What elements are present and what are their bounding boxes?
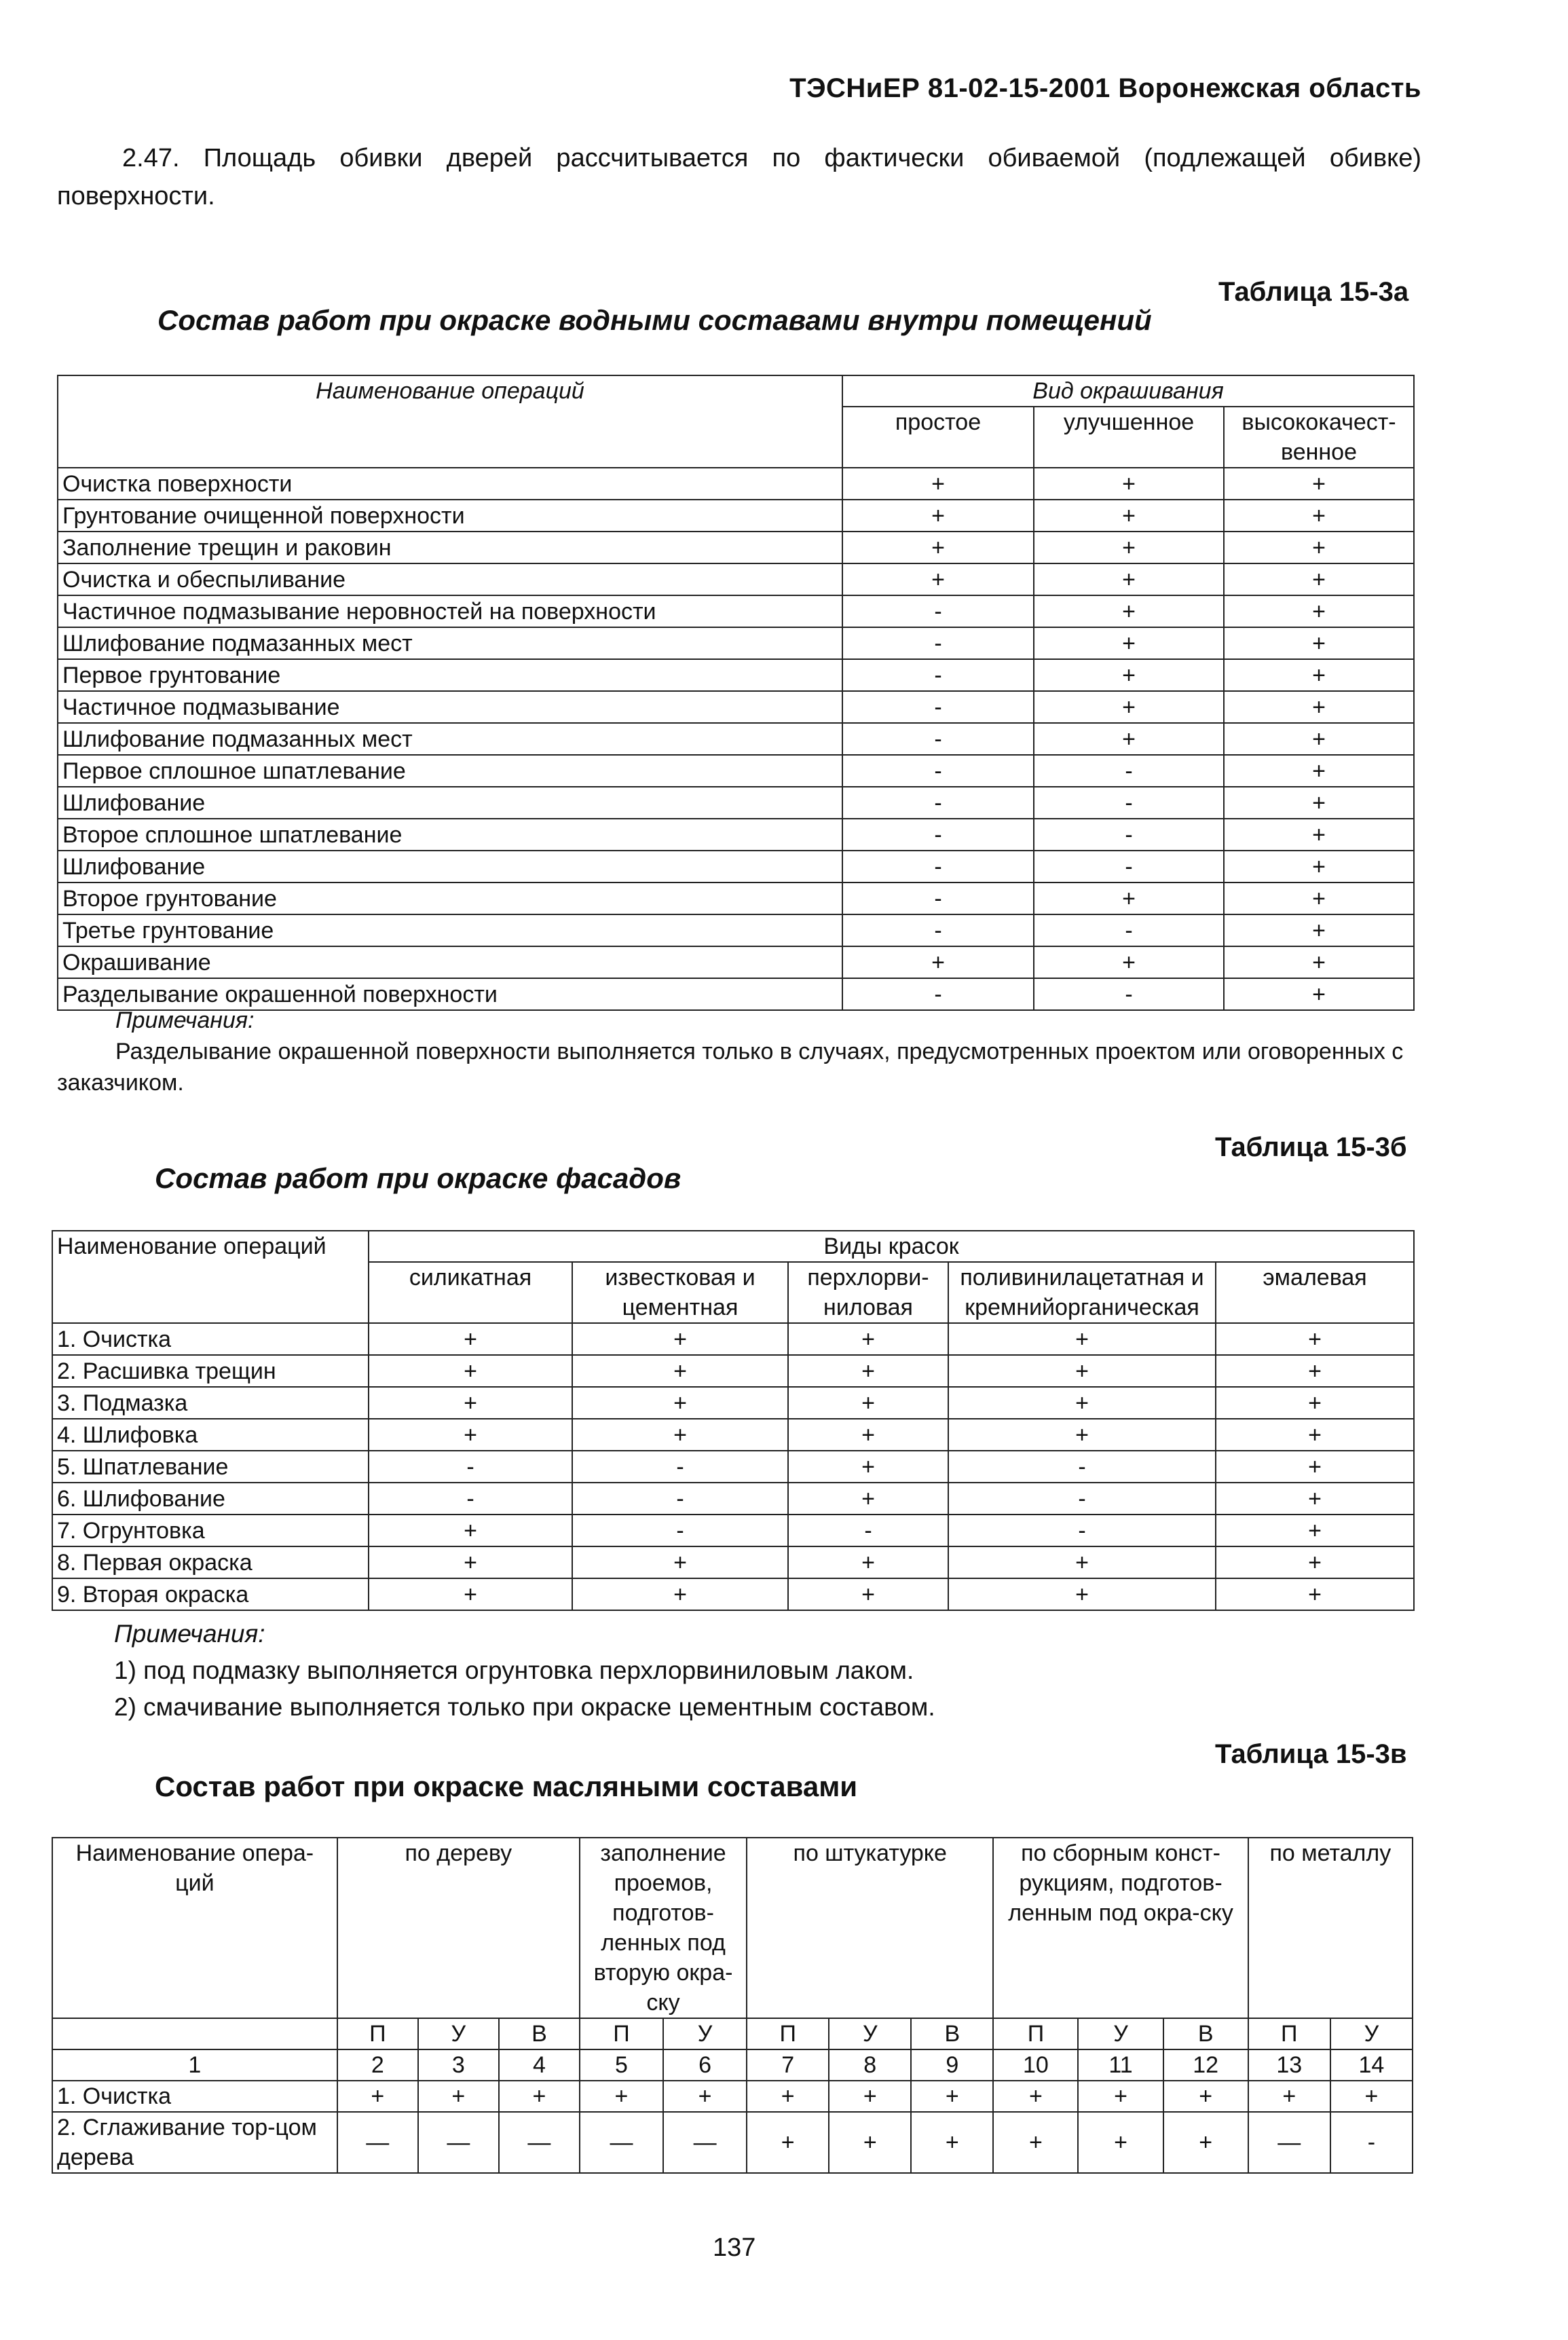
mark-cell: —	[418, 2112, 499, 2173]
mark-cell: +	[1224, 723, 1414, 755]
table-row	[52, 1387, 1414, 1419]
table-a-notes-heading: Примечания:	[115, 1007, 255, 1033]
table-b-notes	[114, 1616, 1404, 1726]
mark-cell: +	[911, 2081, 993, 2112]
mark-cell: -	[572, 1451, 788, 1483]
table-row	[58, 627, 1414, 659]
mark-cell: +	[993, 2112, 1078, 2173]
mark-cell: +	[572, 1323, 788, 1355]
table-row	[52, 2081, 1413, 2112]
mark-cell: +	[369, 1515, 572, 1546]
mark-cell: —	[580, 2112, 663, 2173]
table-row	[52, 1515, 1414, 1546]
mark-cell: +	[1224, 787, 1414, 819]
mark-cell: -	[842, 883, 1034, 914]
mark-cell: +	[1034, 659, 1224, 691]
mark-cell: +	[1216, 1515, 1414, 1546]
table-row	[58, 500, 1414, 532]
mark-cell: +	[337, 2081, 418, 2112]
table-row	[58, 819, 1414, 851]
mark-cell: +	[1330, 2081, 1413, 2112]
table-c-title: Состав работ при окраске масляными составами	[155, 1770, 858, 1802]
mark-cell: +	[788, 1578, 948, 1610]
mark-cell: -	[1034, 914, 1224, 946]
column-number: 4	[499, 2049, 580, 2081]
table-c-label: Таблица 15-3в	[1215, 1739, 1407, 1769]
mark-cell: -	[1034, 978, 1224, 1010]
mark-cell: +	[1034, 468, 1224, 500]
mark-cell: +	[572, 1387, 788, 1419]
table-row	[58, 563, 1414, 595]
mark-cell: +	[369, 1546, 572, 1578]
operation-name: 3. Подмазка	[52, 1387, 369, 1419]
table-c-subheader: П	[337, 2018, 418, 2049]
mark-cell: +	[788, 1419, 948, 1451]
table-c-subheader: У	[418, 2018, 499, 2049]
mark-cell: +	[948, 1323, 1216, 1355]
column-number: 11	[1078, 2049, 1163, 2081]
table-b-subheader: эмалевая	[1216, 1262, 1414, 1323]
mark-cell: +	[1224, 978, 1414, 1010]
operation-name: Первое сплошное шпатлевание	[58, 755, 842, 787]
operation-name: 9. Вторая окраска	[52, 1578, 369, 1610]
mark-cell: +	[788, 1546, 948, 1578]
mark-cell: -	[842, 723, 1034, 755]
intro-paragraph: 2.47. Площадь обивки дверей рассчитывается по фактически обиваемой (подлежащей обивке) поверхности.	[57, 144, 1421, 210]
operation-name: Второе грунтование	[58, 883, 842, 914]
mark-cell: —	[337, 2112, 418, 2173]
table-row	[52, 2112, 1413, 2173]
column-number: 5	[580, 2049, 663, 2081]
mark-cell: +	[1163, 2081, 1248, 2112]
operation-name: Окрашивание	[58, 946, 842, 978]
mark-cell: +	[572, 1578, 788, 1610]
table-row	[58, 595, 1414, 627]
mark-cell: +	[1216, 1483, 1414, 1515]
operation-name: Заполнение трещин и раковин	[58, 532, 842, 563]
table-row	[58, 468, 1414, 500]
mark-cell: +	[1224, 659, 1414, 691]
empty-cell	[52, 2018, 337, 2049]
table-b-subheader: известковая и цементная	[572, 1262, 788, 1323]
mark-cell: -	[948, 1451, 1216, 1483]
mark-cell: -	[369, 1451, 572, 1483]
mark-cell: -	[842, 819, 1034, 851]
mark-cell: +	[948, 1355, 1216, 1387]
mark-cell: -	[572, 1515, 788, 1546]
mark-cell: +	[1216, 1578, 1414, 1610]
mark-cell: +	[1224, 563, 1414, 595]
table-a-notes	[57, 1005, 1415, 1098]
table-c-group-wood: по дереву	[337, 1838, 580, 2018]
mark-cell: +	[1224, 914, 1414, 946]
column-number: 2	[337, 2049, 418, 2081]
operation-name: Шлифование подмазанных мест	[58, 723, 842, 755]
table-b-header-group: Виды красок	[369, 1231, 1414, 1262]
table-row	[52, 1355, 1414, 1387]
mark-cell: +	[1216, 1323, 1414, 1355]
table-c-subheader: В	[911, 2018, 993, 2049]
mark-cell: +	[948, 1546, 1216, 1578]
mark-cell: +	[1216, 1451, 1414, 1483]
mark-cell: -	[842, 691, 1034, 723]
mark-cell: +	[369, 1578, 572, 1610]
operation-name: Грунтование очищенной поверхности	[58, 500, 842, 532]
table-c	[52, 1837, 1413, 2174]
mark-cell: +	[1216, 1546, 1414, 1578]
mark-cell: +	[993, 2081, 1078, 2112]
operation-name: Шлифование подмазанных мест	[58, 627, 842, 659]
mark-cell: -	[842, 659, 1034, 691]
column-number: 1	[52, 2049, 337, 2081]
mark-cell: +	[1163, 2112, 1248, 2173]
operation-name: Разделывание окрашенной поверхности	[58, 978, 842, 1010]
table-row	[58, 691, 1414, 723]
table-c-header-name: Наименование опера-ций	[52, 1838, 337, 2018]
mark-cell: +	[1034, 723, 1224, 755]
table-c-subheader: П	[580, 2018, 663, 2049]
mark-cell: +	[829, 2112, 911, 2173]
mark-cell: +	[580, 2081, 663, 2112]
table-row	[58, 755, 1414, 787]
operation-name: Третье грунтование	[58, 914, 842, 946]
mark-cell: +	[788, 1323, 948, 1355]
table-row	[58, 787, 1414, 819]
operation-name: Шлифование	[58, 787, 842, 819]
mark-cell: -	[1034, 819, 1224, 851]
mark-cell: +	[369, 1387, 572, 1419]
mark-cell: +	[572, 1355, 788, 1387]
mark-cell: —	[499, 2112, 580, 2173]
operation-name: Частичное подмазывание неровностей на поверхности	[58, 595, 842, 627]
table-c-subheader: У	[1078, 2018, 1163, 2049]
mark-cell: +	[911, 2112, 993, 2173]
table-row	[58, 851, 1414, 883]
operation-name: 1. Очистка	[52, 1323, 369, 1355]
table-a-subheader: простое	[842, 407, 1034, 468]
mark-cell: +	[788, 1355, 948, 1387]
mark-cell: +	[418, 2081, 499, 2112]
column-number: 9	[911, 2049, 993, 2081]
mark-cell: -	[948, 1483, 1216, 1515]
mark-cell: +	[1034, 691, 1224, 723]
operation-name: Очистка поверхности	[58, 468, 842, 500]
mark-cell: +	[1224, 691, 1414, 723]
table-c-subheader: У	[1330, 2018, 1413, 2049]
table-b	[52, 1230, 1415, 1611]
mark-cell: +	[1078, 2112, 1163, 2173]
mark-cell: -	[842, 627, 1034, 659]
mark-cell: -	[842, 978, 1034, 1010]
mark-cell: -	[842, 595, 1034, 627]
mark-cell: +	[842, 946, 1034, 978]
mark-cell: +	[842, 468, 1034, 500]
mark-cell: +	[842, 500, 1034, 532]
mark-cell: +	[948, 1387, 1216, 1419]
page-number: 137	[713, 2233, 756, 2262]
mark-cell: +	[1034, 595, 1224, 627]
mark-cell: -	[842, 851, 1034, 883]
mark-cell: +	[1224, 946, 1414, 978]
mark-cell: +	[788, 1483, 948, 1515]
mark-cell: +	[572, 1419, 788, 1451]
table-row	[58, 946, 1414, 978]
mark-cell: -	[1034, 787, 1224, 819]
mark-cell: +	[369, 1355, 572, 1387]
table-c-subheader-row	[52, 2018, 1413, 2049]
operation-name: 1. Очистка	[52, 2081, 337, 2112]
mark-cell: -	[842, 755, 1034, 787]
table-b-subheader: поливинилацетатная и кремнийорганическая	[948, 1262, 1216, 1323]
mark-cell: +	[1224, 595, 1414, 627]
operation-name: 2. Сглаживание тор-цом дерева	[52, 2112, 337, 2173]
mark-cell: +	[842, 532, 1034, 563]
table-row	[52, 1578, 1414, 1610]
table-row	[52, 1419, 1414, 1451]
operation-name: 7. Огрунтовка	[52, 1515, 369, 1546]
column-number: 6	[663, 2049, 747, 2081]
table-row	[58, 532, 1414, 563]
table-row	[58, 723, 1414, 755]
table-c-subheader: В	[499, 2018, 580, 2049]
mark-cell: -	[572, 1483, 788, 1515]
mark-cell: +	[747, 2081, 829, 2112]
mark-cell: -	[1034, 755, 1224, 787]
table-c-subheader: П	[993, 2018, 1078, 2049]
table-b-subheader: силикатная	[369, 1262, 572, 1323]
table-c-group-plaster: по штукатурке	[747, 1838, 993, 2018]
mark-cell: +	[1248, 2081, 1330, 2112]
mark-cell: +	[1224, 627, 1414, 659]
column-number: 12	[1163, 2049, 1248, 2081]
mark-cell: +	[1216, 1387, 1414, 1419]
table-b-note: 1) под подмазку выполняется огрунтовка перхлорвиниловым лаком.	[114, 1656, 914, 1684]
table-b-note: 2) смачивание выполняется только при окраске цементным составом.	[114, 1693, 935, 1721]
operation-name: 8. Первая окраска	[52, 1546, 369, 1578]
column-number: 14	[1330, 2049, 1413, 2081]
table-row	[52, 1546, 1414, 1578]
table-a-header-name: Наименование операций	[58, 375, 842, 468]
operation-name: 2. Расшивка трещин	[52, 1355, 369, 1387]
table-c-group-openings: заполнение проемов, подготов-ленных под вторую окра-ску	[580, 1838, 747, 2018]
table-row	[52, 1483, 1414, 1515]
operation-name: 4. Шлифовка	[52, 1419, 369, 1451]
mark-cell: +	[1034, 627, 1224, 659]
table-b-notes-heading: Примечания:	[114, 1620, 265, 1648]
table-c-group-prefab: по сборным конст-рукциям, подготов-ленным под окра-ску	[993, 1838, 1248, 2018]
table-c-subheader: В	[1163, 2018, 1248, 2049]
table-b-title: Состав работ при окраске фасадов	[155, 1162, 682, 1194]
mark-cell: +	[369, 1323, 572, 1355]
table-b-subheader: перхлорви-ниловая	[788, 1262, 948, 1323]
column-number: 10	[993, 2049, 1078, 2081]
mark-cell: +	[1224, 883, 1414, 914]
mark-cell: +	[747, 2112, 829, 2173]
mark-cell: —	[663, 2112, 747, 2173]
table-b-label: Таблица 15-3б	[1215, 1132, 1407, 1162]
mark-cell: +	[1224, 755, 1414, 787]
mark-cell: +	[1224, 500, 1414, 532]
table-c-group-metal: по металлу	[1248, 1838, 1413, 2018]
operation-name: Шлифование	[58, 851, 842, 883]
table-row	[58, 659, 1414, 691]
mark-cell: -	[788, 1515, 948, 1546]
table-a-subheader: высококачест-венное	[1224, 407, 1414, 468]
operation-name: Первое грунтование	[58, 659, 842, 691]
table-c-subheader: У	[829, 2018, 911, 2049]
mark-cell: +	[369, 1419, 572, 1451]
mark-cell: -	[842, 914, 1034, 946]
mark-cell: +	[1224, 851, 1414, 883]
operation-name: Очистка и обеспыливание	[58, 563, 842, 595]
mark-cell: +	[572, 1546, 788, 1578]
mark-cell: +	[948, 1578, 1216, 1610]
table-row	[58, 914, 1414, 946]
operation-name: Частичное подмазывание	[58, 691, 842, 723]
mark-cell: +	[948, 1419, 1216, 1451]
table-a-label: Таблица 15-3а	[1218, 277, 1409, 307]
mark-cell: +	[842, 563, 1034, 595]
mark-cell: +	[1078, 2081, 1163, 2112]
table-row	[52, 1323, 1414, 1355]
mark-cell: +	[1216, 1419, 1414, 1451]
table-c-number-row	[52, 2049, 1413, 2081]
operation-name: 5. Шпатлевание	[52, 1451, 369, 1483]
mark-cell: +	[1034, 500, 1224, 532]
mark-cell: +	[663, 2081, 747, 2112]
table-a-subheader: улучшенное	[1034, 407, 1224, 468]
operation-name: 6. Шлифование	[52, 1483, 369, 1515]
column-number: 8	[829, 2049, 911, 2081]
mark-cell: +	[1034, 946, 1224, 978]
mark-cell: +	[788, 1387, 948, 1419]
table-a	[57, 375, 1415, 1011]
mark-cell: +	[1034, 563, 1224, 595]
mark-cell: —	[1248, 2112, 1330, 2173]
table-c-subheader: П	[747, 2018, 829, 2049]
table-row	[58, 883, 1414, 914]
table-row	[52, 1451, 1414, 1483]
table-b-header-name: Наименование операций	[52, 1231, 369, 1323]
operation-name: Второе сплошное шпатлевание	[58, 819, 842, 851]
mark-cell: +	[499, 2081, 580, 2112]
table-a-notes-text: Разделывание окрашенной поверхности выполняется только в случаях, предусмотренных проектом или оговоренных с заказчиком.	[57, 1039, 1404, 1096]
column-number: 13	[1248, 2049, 1330, 2081]
mark-cell: -	[369, 1483, 572, 1515]
mark-cell: -	[1034, 851, 1224, 883]
table-a-title: Состав работ при окраске водными составами внутри помещений	[157, 304, 1152, 336]
table-c-subheader: П	[1248, 2018, 1330, 2049]
mark-cell: -	[1330, 2112, 1413, 2173]
column-number: 7	[747, 2049, 829, 2081]
mark-cell: +	[1224, 819, 1414, 851]
mark-cell: +	[1224, 532, 1414, 563]
mark-cell: -	[948, 1515, 1216, 1546]
mark-cell: +	[829, 2081, 911, 2112]
mark-cell: +	[1216, 1355, 1414, 1387]
mark-cell: +	[1034, 883, 1224, 914]
mark-cell: +	[1034, 532, 1224, 563]
mark-cell: +	[788, 1451, 948, 1483]
table-a-header-group: Вид окрашивания	[842, 375, 1414, 407]
mark-cell: -	[842, 787, 1034, 819]
document-header: ТЭСНиЕР 81-02-15-2001 Воронежская область	[789, 73, 1421, 103]
mark-cell: +	[1224, 468, 1414, 500]
table-c-subheader: У	[663, 2018, 747, 2049]
column-number: 3	[418, 2049, 499, 2081]
